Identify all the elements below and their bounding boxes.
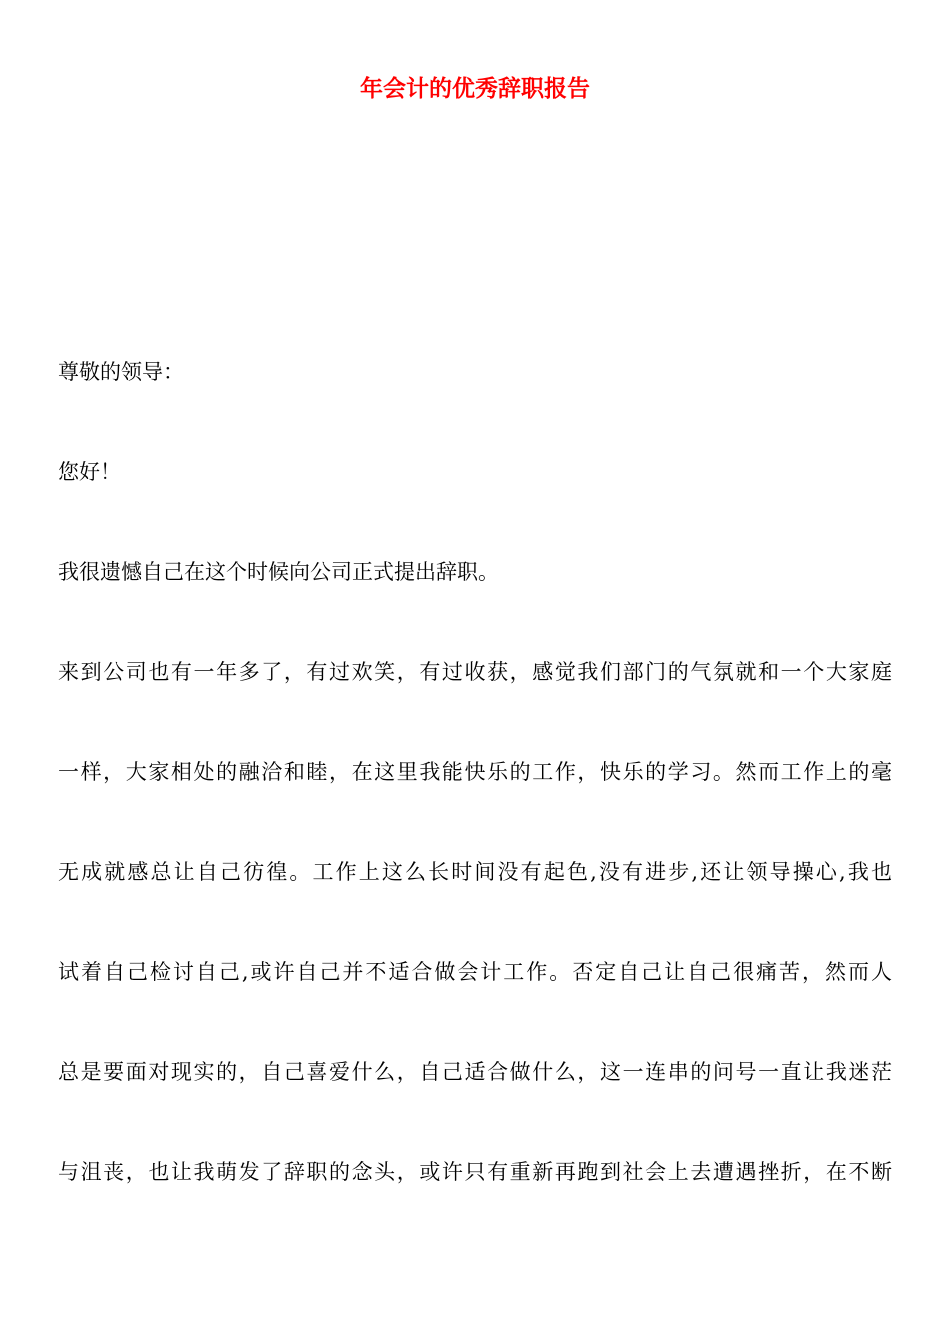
document-title: 年会计的优秀辞职报告 bbox=[360, 76, 590, 102]
paragraph-opening: 我很遗憾自己在这个时候向公司正式提出辞职。 bbox=[58, 560, 499, 584]
body-line: 一样，大家相处的融洽和睦，在这里我能快乐的工作，快乐的学习。然而工作上的毫 bbox=[58, 760, 892, 784]
body-line: 无成就感总让自己彷徨。工作上这么长时间没有起色,没有进步,还让领导操心,我也 bbox=[58, 860, 892, 884]
body-line: 与沮丧，也让我萌发了辞职的念头，或许只有重新再跑到社会上去遭遇挫折，在不断 bbox=[58, 1160, 892, 1184]
body-line: 来到公司也有一年多了，有过欢笑，有过收获，感觉我们部门的气氛就和一个大家庭 bbox=[58, 660, 892, 684]
salutation: 尊敬的领导： bbox=[58, 360, 184, 384]
greeting: 您好！ bbox=[58, 460, 121, 484]
body-line: 总是要面对现实的，自己喜爱什么，自己适合做什么，这一连串的问号一直让我迷茫 bbox=[58, 1060, 892, 1084]
body-line: 试着自己检讨自己,或许自己并不适合做会计工作。否定自己让自己很痛苦，然而人 bbox=[58, 960, 892, 984]
